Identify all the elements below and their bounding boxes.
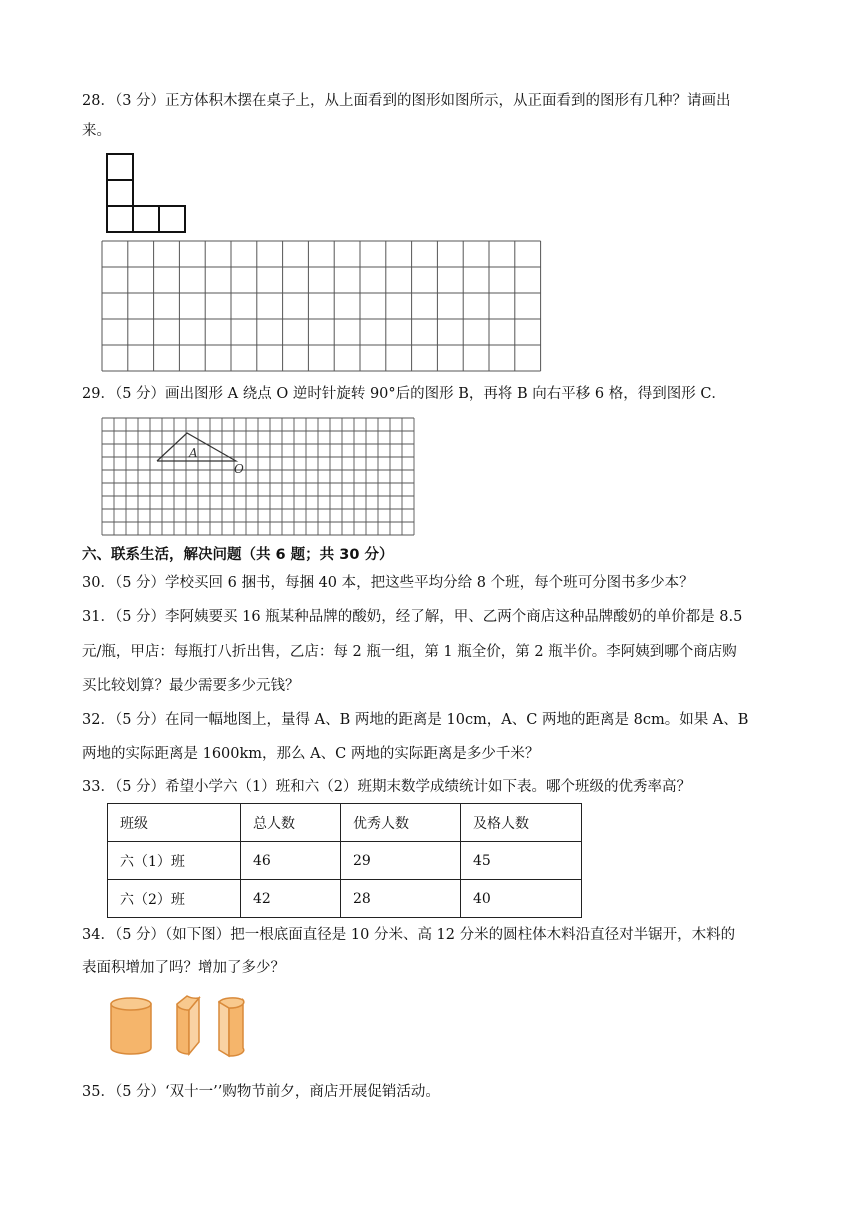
q32-line-1: 32．（5 分）在同一幅地图上，量得 A、B 两地的距离是 10cm，A、C 两地的距离是 8cm。如果 A、B — [82, 712, 749, 728]
q30-line-1: 30．（5 分）学校买回 6 捆书，每捆 40 本，把这些平均分给 8 个班，每个班可分图书多少本？ — [82, 575, 694, 591]
q29-label-o: O — [234, 462, 244, 476]
table-header-row — [108, 804, 582, 842]
q31-line-2: 元/瓶，甲店：每瓶打八折出售，乙店：每 2 瓶一组，第 1 瓶全价，第 2 瓶半价。李阿姨到哪个商店购 — [82, 644, 737, 660]
section-6-heading: 六、联系生活，解决问题（共 6 题；共 30 分） — [82, 547, 394, 563]
table-cell: 六（2）班 — [108, 880, 241, 918]
table-cell: 29 — [341, 842, 461, 880]
q35-line-1: 35．（5 分）‘双十一’’购物节前夕，商店开展促销活动。 — [82, 1084, 440, 1100]
table-cell: 六（1）班 — [108, 842, 241, 880]
q34-line-2: 表面积增加了吗？增加了多少？ — [82, 960, 285, 976]
q33-score-table — [107, 803, 582, 918]
table-row — [108, 880, 582, 918]
right-half-cylinder — [219, 998, 244, 1056]
q28-line-2: 来。 — [82, 123, 111, 139]
q29-rotation-grid[interactable] — [101, 417, 417, 537]
table-header-cell: 班级 — [108, 804, 241, 842]
table-cell: 42 — [241, 880, 341, 918]
q33-line-1: 33．（5 分）希望小学六（1）班和六（2）班期末数学成绩统计如下表。哪个班级的优秀率高？ — [82, 779, 691, 795]
table-cell: 28 — [341, 880, 461, 918]
q28-top-view-figure — [105, 152, 195, 237]
q29-line-1: 29．（5 分）画出图形 A 绕点 O 逆时针旋转 90°后的图形 B，再将 B 向右平移 6 格，得到图形 C． — [82, 386, 726, 402]
q31-line-1: 31．（5 分）李阿姨要买 16 瓶某种品牌的酸奶，经了解，甲、乙两个商店这种品牌酸奶的单价都是 8.5 — [82, 609, 743, 625]
table-header-cell: 及格人数 — [461, 804, 582, 842]
whole-cylinder — [111, 998, 151, 1054]
q29-label-a: A — [189, 446, 198, 460]
table-cell: 45 — [461, 842, 582, 880]
q34-line-1: 34．（5 分）（如下图）把一根底面直径是 10 分米、高 12 分米的圆柱体木料沿直径对半锯开，木料的 — [82, 927, 736, 943]
q34-cylinder-illustration — [107, 994, 257, 1060]
q28-drawing-grid[interactable] — [101, 240, 546, 374]
q32-line-2: 两地的实际距离是 1600km，那么 A、C 两地的实际距离是多少千米？ — [82, 746, 540, 762]
table-row — [108, 842, 582, 880]
q31-line-3: 买比较划算？最少需要多少元钱？ — [82, 678, 300, 694]
q28-line-1: 28．（3 分）正方体积木摆在桌子上，从上面看到的图形如图所示，从正面看到的图形有几种？请画出 — [82, 93, 731, 109]
left-half-cylinder — [177, 996, 199, 1054]
table-header-cell: 总人数 — [241, 804, 341, 842]
table-header-cell: 优秀人数 — [341, 804, 461, 842]
table-cell: 46 — [241, 842, 341, 880]
table-cell: 40 — [461, 880, 582, 918]
